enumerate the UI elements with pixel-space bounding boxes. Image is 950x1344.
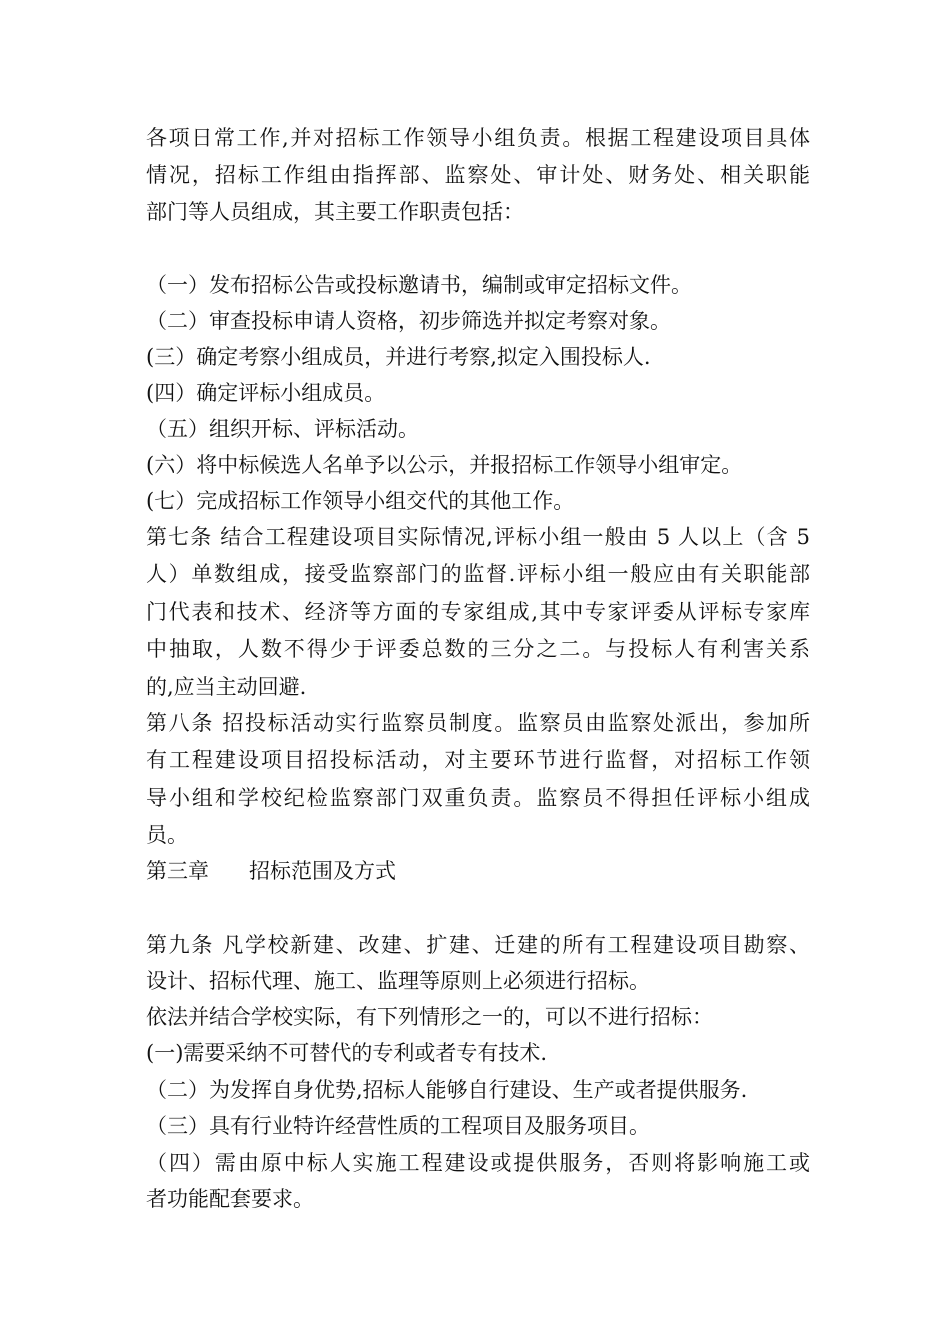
article-line: 第七条 结合工程建设项目实际情况,评标小组一般由 5 人以上（含 5 [146, 525, 810, 549]
article-line: 的,应当主动回避. [146, 675, 307, 699]
list-item: (一)需要采纳不可替代的专利或者专有技术. [146, 1041, 548, 1065]
article-line: 员。 [146, 823, 188, 847]
list-item: 者功能配套要求。 [146, 1187, 314, 1211]
paragraph-line: 部门等人员组成，其主要工作职责包括： [146, 200, 524, 224]
list-item: （二）审查投标申请人资格，初步筛选并拟定考察对象。 [146, 309, 671, 333]
article-line: 门代表和技术、经济等方面的专家组成,其中专家评委从评标专家库 [146, 600, 810, 624]
list-item: (四）确定评标小组成员。 [146, 381, 386, 405]
article-line: 第八条 招投标活动实行监察员制度。监察员由监察处派出，参加所 [146, 711, 810, 735]
paragraph-line: 情况，招标工作组由指挥部、监察处、审计处、财务处、相关职能 [146, 163, 810, 187]
article-line: 中抽取，人数不得少于评委总数的三分之二。与投标人有利害关系 [146, 637, 810, 661]
chapter-heading: 第三章 招标范围及方式 [146, 859, 397, 883]
list-item: （四）需由原中标人实施工程建设或提供服务，否则将影响施工或 [146, 1151, 810, 1175]
paragraph-line: 各项日常工作,并对招标工作领导小组负责。根据工程建设项目具体 [146, 126, 810, 150]
article-line: 设计、招标代理、施工、监理等原则上必须进行招标。 [146, 969, 650, 993]
article-line: 导小组和学校纪检监察部门双重负责。监察员不得担任评标小组成 [146, 786, 810, 810]
list-item: (七）完成招标工作领导小组交代的其他工作。 [146, 489, 575, 513]
article-line: 有工程建设项目招投标活动，对主要环节进行监督，对招标工作领 [146, 748, 810, 772]
paragraph-line: 依法并结合学校实际，有下列情形之一的，可以不进行招标： [146, 1005, 713, 1029]
article-line: 人）单数组成，接受监察部门的监督.评标小组一般应由有关职能部 [146, 562, 810, 586]
article-line: 第九条 凡学校新建、改建、扩建、迁建的所有工程建设项目勘察、 [146, 933, 810, 957]
list-item: (六）将中标候选人名单予以公示，并报招标工作领导小组审定。 [146, 453, 743, 477]
list-item: （五）组织开标、评标活动。 [146, 417, 419, 441]
list-item: （三）具有行业特许经营性质的工程项目及服务项目。 [146, 1114, 650, 1138]
list-item: (三）确定考察小组成员，并进行考察,拟定入围投标人. [146, 345, 651, 369]
list-item: （二）为发挥自身优势,招标人能够自行建设、生产或者提供服务. [146, 1078, 748, 1102]
list-item: （一）发布招标公告或投标邀请书，编制或审定招标文件。 [146, 273, 692, 297]
